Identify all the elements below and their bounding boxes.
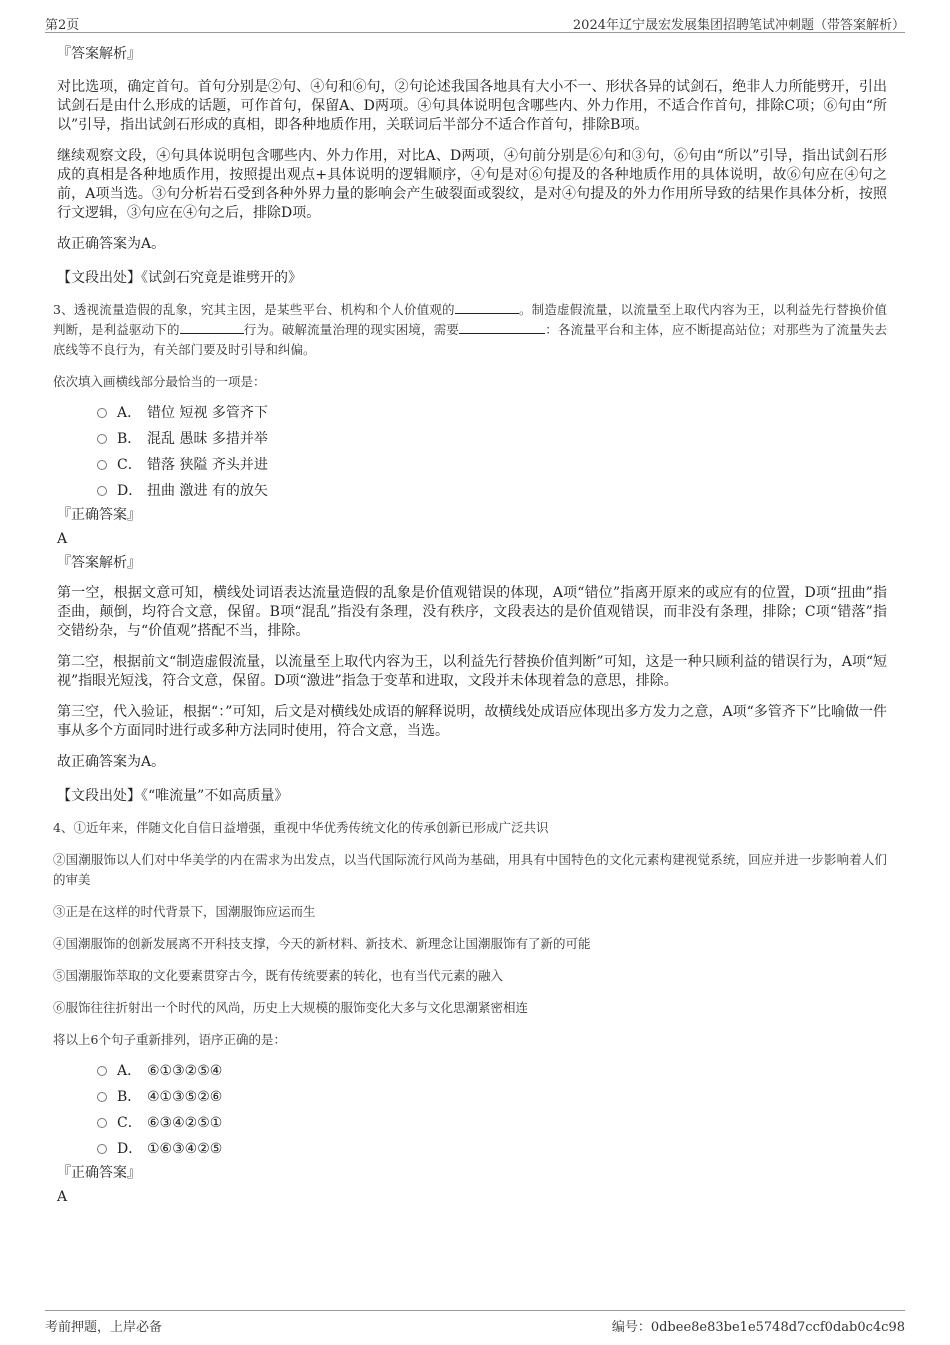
radio-button[interactable]	[97, 1066, 107, 1076]
q2-conclusion: 故正确答案为A。	[57, 236, 166, 252]
option-text: 错位 短视 多管齐下	[147, 405, 268, 421]
footer-slogan: 考前押题，上岸必备	[45, 1320, 163, 1335]
radio-button[interactable]	[97, 1144, 107, 1154]
page-number: 第2页	[45, 18, 80, 33]
q3-option-a[interactable]	[97, 400, 887, 426]
q3-analysis-paragraph: 第二空，根据前文“制造虚假流量，以流量至上取代内容为王，以利益先行替换价值判断”可知，这是一种只顾利益的错误行为，A项“短视”指眼光短浅，符合文意，保留。D项“激进”指急于变革和进取，文段并未体现着急的意思，排除。	[57, 654, 887, 689]
option-text: 混乱 愚昧 多措并举	[147, 431, 268, 447]
radio-button[interactable]	[97, 1118, 107, 1128]
q4-option-a[interactable]	[97, 1058, 887, 1084]
q4-correct-tag: 『正确答案』	[57, 1165, 141, 1181]
q3-stem-part: 3、透视流量造假的乱象，究其主因，是某些平台、机构和个人价值观的	[53, 302, 455, 317]
q3-option-d[interactable]	[97, 478, 887, 504]
answer-blank	[455, 301, 519, 314]
radio-button[interactable]	[97, 486, 107, 496]
q3-option-b[interactable]	[97, 426, 887, 452]
q2-analysis-paragraph: 继续观察文段，④句具体说明包含哪些内、外力作用，对比A、D两项，④句前分别是⑥句和③句，⑥句由“所以”引导，指出试剑石形成的真相是各种地质作用，按照提出观点+具体说明的逻辑顺序，④句是对⑥句提及的各种地质作用的具体说明，故⑥句应在④句之前，A项当选。③句分析岩石受到各种外界力量的影响会产生破裂面或裂纹，是对④句提及的外力作用所导致的结果作具体分析，按照行文逻辑，③句应在④句之后，排除D项。	[57, 148, 887, 221]
option-letter: A．	[117, 405, 142, 421]
q2-source: 【文段出处】《试剑石究竟是谁劈开的》	[57, 270, 302, 286]
answer-blank	[459, 321, 545, 334]
q3-stem	[53, 300, 887, 360]
q4-option-d[interactable]	[97, 1136, 887, 1162]
q3-analysis-paragraph: 第三空，代入验证，根据“：”可知，后文是对横线处成语的解释说明，故横线处成语应体现出多方发力之意，A项“多管齐下”比喻做一件事从多个方面同时进行或多种方法同时使用，符合文意，当选。	[57, 704, 887, 739]
page-header	[45, 12, 905, 33]
option-text: ⑥③④②⑤①	[147, 1115, 223, 1131]
q3-stem-part: ：各流量平台和主体，应不断提高站位；对那些为了流量失去底线等不良行为，有关部门要及时引导和纠偏。	[53, 322, 887, 357]
option-text: 错落 狭隘 齐头并进	[147, 457, 268, 473]
option-text: ⑥①③②⑤④	[147, 1063, 223, 1079]
page-footer	[45, 1310, 905, 1337]
option-letter: B．	[117, 1089, 142, 1105]
q3-analysis-tag: 『答案解析』	[57, 555, 141, 571]
document-title: 2024年辽宁晟宏发展集团招聘笔试冲刺题（带答案解析）	[572, 18, 905, 33]
q3-correct-answer: A	[57, 531, 68, 547]
option-text: ④①③⑤②⑥	[147, 1089, 223, 1105]
q4-option-c[interactable]	[97, 1110, 887, 1136]
option-letter: A．	[117, 1063, 142, 1079]
radio-button[interactable]	[97, 1092, 107, 1102]
option-letter: B．	[117, 431, 142, 447]
q4-sentence: 4、①近年来，伴随文化自信日益增强，重视中华优秀传统文化的传承创新已形成广泛共识	[53, 820, 549, 835]
option-text: 扭曲 激进 有的放矢	[147, 483, 268, 499]
q3-source: 【文段出处】《“唯流量”不如高质量》	[57, 788, 289, 804]
q3-instruction: 依次填入画横线部分最恰当的一项是：	[53, 374, 266, 389]
option-letter: C．	[117, 1115, 142, 1131]
q4-sentence: ⑤国潮服饰萃取的文化要素贯穿古今，既有传统要素的转化，也有当代元素的融入	[53, 968, 504, 983]
q4-sentence: ④国潮服饰的创新发展离不开科技支撑，今天的新材料、新技术、新理念让国潮服饰有了新的可能	[53, 936, 591, 951]
page-content	[53, 44, 887, 1212]
document-id: 编号：0dbee8e83be1e5748d7ccf0dab0c4c98	[611, 1320, 905, 1335]
q4-sentence: ⑥服饰往往折射出一个时代的风尚，历史上大规模的服饰变化大多与文化思潮紧密相连	[53, 1000, 529, 1015]
q2-analysis-tag: 『答案解析』	[57, 46, 141, 62]
q3-options	[97, 400, 887, 504]
q3-option-c[interactable]	[97, 452, 887, 478]
q3-stem-part: 行为。破解流量治理的现实困境，需要	[243, 322, 460, 337]
option-text: ①⑥③④②⑤	[147, 1141, 223, 1157]
radio-button[interactable]	[97, 408, 107, 418]
radio-button[interactable]	[97, 460, 107, 470]
q3-correct-tag: 『正确答案』	[57, 507, 141, 523]
q3-conclusion: 故正确答案为A。	[57, 754, 166, 770]
q4-sentence: ②国潮服饰以人们对中华美学的内在需求为出发点，以当代国际流行风尚为基础，用具有中国特色的文化元素构建视觉系统，回应并进一步影响着人们的审美	[53, 852, 887, 887]
option-letter: D．	[117, 483, 143, 499]
q2-analysis-paragraph: 对比选项，确定首句。首句分别是②句、④句和⑥句，②句论述我国各地具有大小不一、形状各异的试剑石，绝非人力所能劈开，引出试剑石是由什么形成的话题，可作首句，保留A、D两项。④句具体说明包含哪些内、外力作用，不适合作首句，排除C项；⑥句由“所以”引导，指出试剑石形成的真相，即各种地质作用，关联词后半部分不适合作首句，排除B项。	[57, 79, 887, 133]
q4-option-b[interactable]	[97, 1084, 887, 1110]
option-letter: C．	[117, 457, 142, 473]
q3-analysis-paragraph: 第一空，根据文意可知，横线处词语表达流量造假的乱象是价值观错误的体现，A项“错位”指离开原来的或应有的位置，D项“扭曲”指歪曲，颠倒，均符合文意，保留。B项“混乱”指没有条理，没有秩序，文段表达的是价值观错误，而非没有条理，排除；C项“错落”指交错纷杂，与“价值观”搭配不当，排除。	[57, 585, 887, 639]
q4-instruction: 将以上6个句子重新排列，语序正确的是：	[53, 1032, 286, 1047]
q4-options	[97, 1058, 887, 1162]
q3-stem-part: 。制造虚假流量，以流量至上取代内容为王，以利益先行替换价值判断，是利益驱动下的	[53, 302, 887, 337]
radio-button[interactable]	[97, 434, 107, 444]
answer-blank	[180, 321, 244, 334]
q4-sentence: ③正是在这样的时代背景下，国潮服饰应运而生	[53, 904, 316, 919]
option-letter: D．	[117, 1141, 143, 1157]
q4-correct-answer: A	[57, 1189, 68, 1205]
